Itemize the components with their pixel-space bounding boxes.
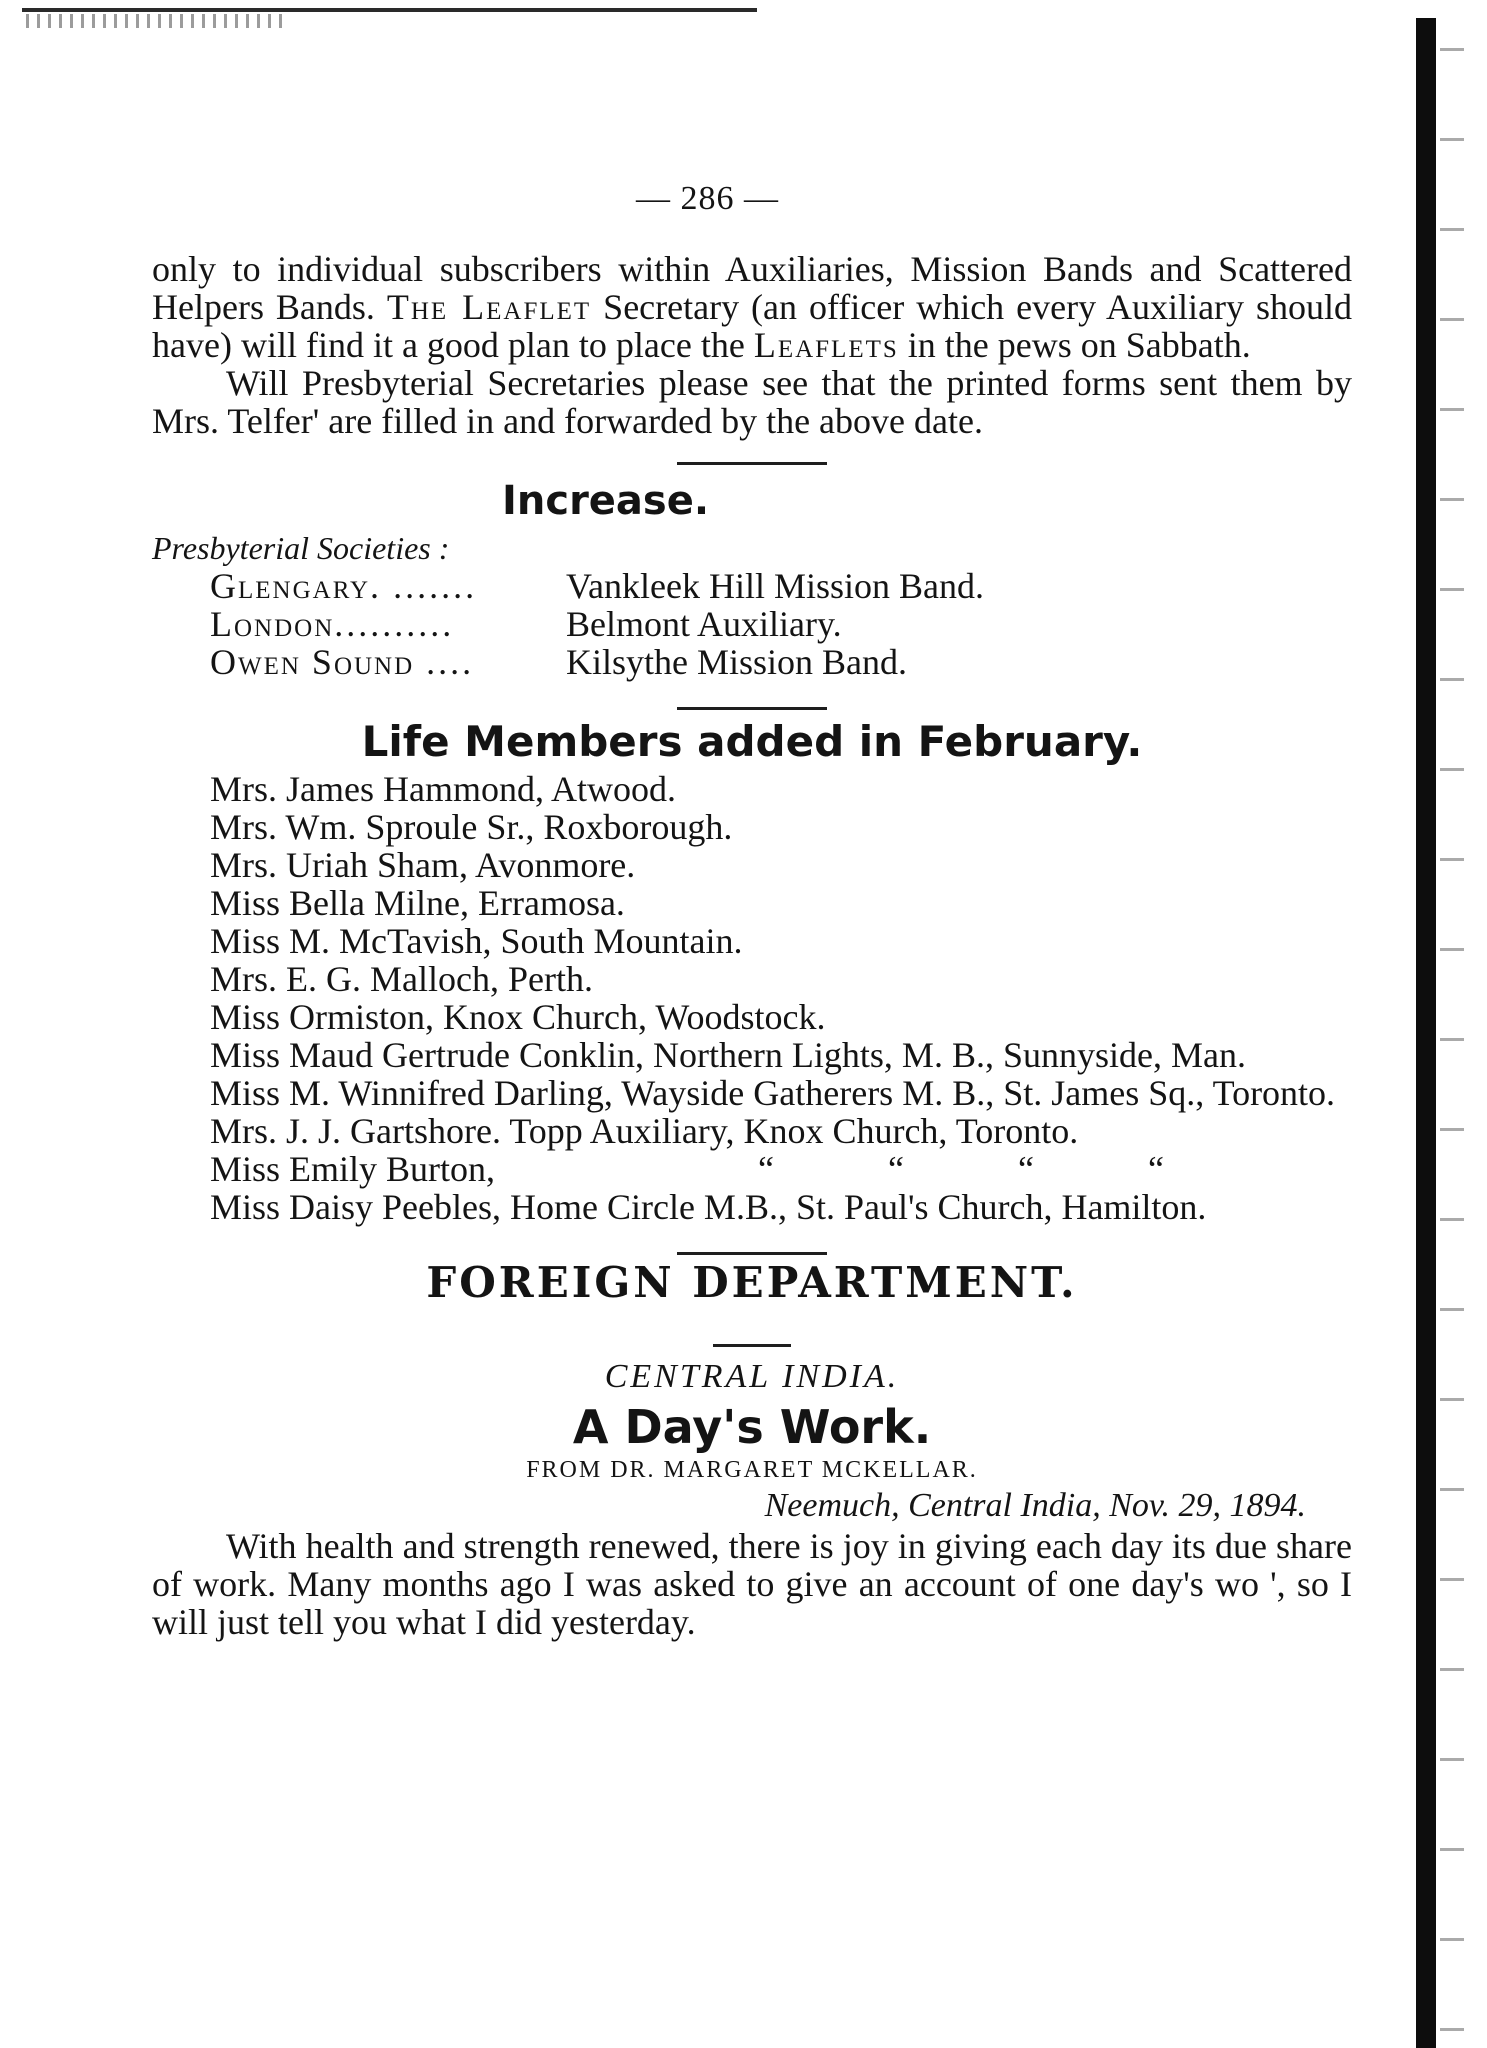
list-item: Miss Maud Gertrude Conklin, Northern Lights, M. B., Sunnyside, Man. — [210, 1035, 1246, 1075]
presbyterial-societies-label: Presbyterial Societies : — [152, 530, 450, 566]
section-divider — [677, 1252, 827, 1255]
scan-noise — [26, 14, 286, 28]
article-title: A Day's Work. — [572, 1399, 932, 1454]
presbytery-name: London — [210, 605, 335, 643]
article-dateline: Neemuch, Central India, Nov. 29, 1894. — [764, 1486, 1306, 1524]
list-item: Miss Ormiston, Knox Church, Woodstock. — [210, 997, 826, 1037]
increase-heading: Increase. — [502, 478, 710, 524]
list-item: Mrs. James Hammond, Atwood. — [210, 769, 676, 809]
region-heading: CENTRAL INDIA. — [604, 1357, 900, 1395]
leaflets-title: Leaflets — [753, 325, 899, 365]
society-name: Kilsythe Mission Band. — [566, 642, 908, 682]
section-divider — [677, 707, 827, 710]
leaflet-title: The Leaflet — [386, 287, 592, 327]
presbytery-name: Glengary. — [210, 567, 382, 605]
page-content — [152, 250, 1352, 1641]
foreign-department-heading: FOREIGN DEPARTMENT. — [426, 1258, 1078, 1307]
society-name: Vankleek Hill Mission Band. — [566, 566, 984, 606]
intro-paragraph-2: Will Presbyterial Secretaries please see that the printed forms sent them by Mrs. Telfer' are filled in and forwarded by the above date. — [152, 363, 1352, 441]
scan-page-edge — [1416, 18, 1436, 2048]
article-body: With health and strength renewed, there is joy in giving each day its due share of work. Many months ago I was asked to give an account of one day's wo ', so I will just tell you what I did yesterday. — [152, 1525, 1352, 1642]
life-members-list — [152, 770, 1352, 1226]
ditto-marks: “ “ “ “ — [758, 1149, 1164, 1189]
intro-paragraph-1: only to individual subscribers within Auxiliaries, Mission Bands and Scattered Helpers Bands. The Leaflet Secretary (an officer which every Auxiliary should have) will find it a good plan to place the Leaflets in the pews on Sabbath. — [152, 249, 1353, 365]
scan-border-top — [22, 8, 757, 12]
life-members-heading: Life Members added in February. — [361, 717, 1143, 766]
list-item: Mrs. Wm. Sproule Sr., Roxborough. — [210, 807, 733, 847]
section-divider — [677, 462, 827, 465]
list-item: Mrs. Uriah Sham, Avonmore. — [210, 845, 636, 885]
list-item: Miss Bella Milne, Erramosa. — [210, 883, 625, 923]
increase-row: Glengary. ....... Vankleek Hill Mission Band. — [210, 566, 984, 606]
society-name: Belmont Auxiliary. — [566, 604, 842, 644]
list-item: Miss Emily Burton, “ “ “ “ — [152, 1150, 1352, 1188]
increase-row: London.......... Belmont Auxiliary. — [210, 604, 842, 644]
section-divider — [713, 1344, 791, 1347]
list-item: Mrs. J. J. Gartshore. Topp Auxiliary, Knox Church, Toronto. — [210, 1111, 1079, 1151]
list-item: Miss Daisy Peebles, Home Circle M.B., St. Paul's Church, Hamilton. — [210, 1187, 1207, 1227]
article-byline: FROM DR. MARGARET MCKELLAR. — [526, 1456, 978, 1483]
list-item: Miss M. Winnifred Darling, Wayside Gatherers M. B., St. James Sq., Toronto. — [210, 1073, 1336, 1113]
list-item: Miss M. McTavish, South Mountain. — [210, 921, 743, 961]
scan-edge-noise — [1440, 12, 1464, 2042]
page-number: — 286 — — [636, 180, 779, 217]
increase-list — [152, 567, 1352, 681]
increase-row: Owen Sound .... Kilsythe Mission Band. — [210, 642, 908, 682]
presbytery-name: Owen Sound — [210, 643, 415, 681]
list-item: Mrs. E. G. Malloch, Perth. — [210, 959, 593, 999]
